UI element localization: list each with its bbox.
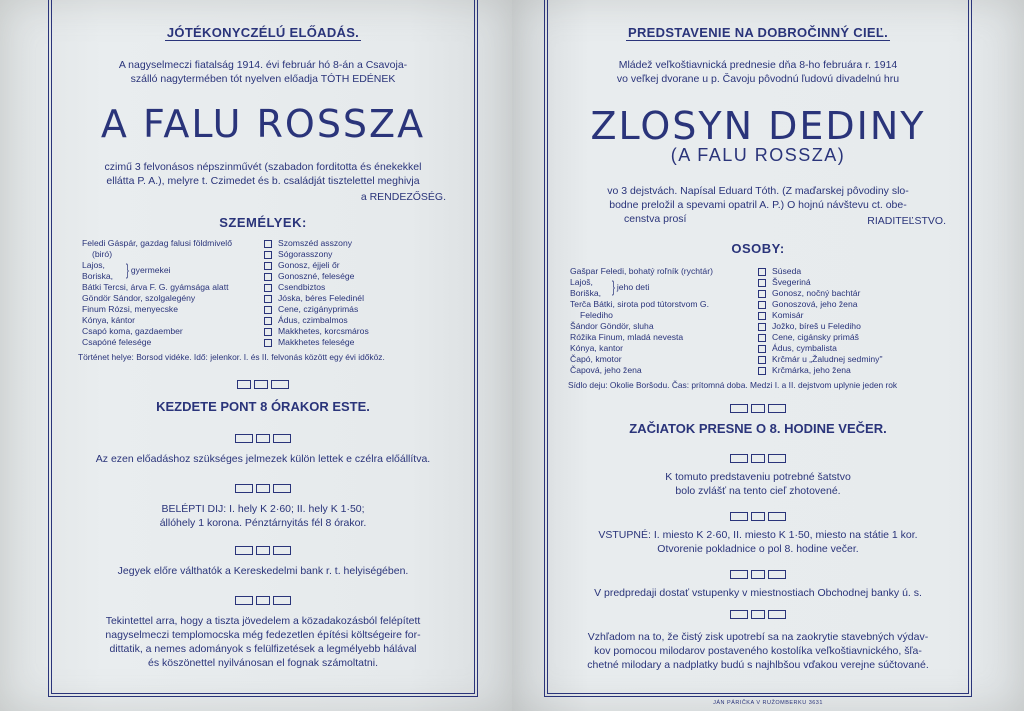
play-title: A FALU ROSSZA — [100, 102, 426, 146]
cast-member: Szomszéd asszony — [264, 238, 454, 249]
poster-heading: JÓTÉKONYCZÉLÚ ELŐADÁS. — [166, 25, 360, 40]
closing-line: chetné milodary a nadplatky budú s najhlbšou vďakou verejne súčtované. — [587, 659, 929, 671]
cast-member: Feledi Gáspár, gazdag falusi földmivelő — [82, 238, 232, 248]
organizer-signature: a RENDEZŐSÉG. — [360, 191, 446, 203]
cast-member: Terča Bátki, sirota pod tútorstvom G. — [570, 299, 709, 309]
cast-member: Ádus, cymbalista — [758, 343, 954, 354]
cast-member: Kónya, kantor — [570, 343, 624, 353]
cast-brace-group — [570, 277, 770, 299]
cast-member: Boriska, — [82, 271, 114, 281]
printer-imprint: JÁN PÁRIČKA V RUŽOMBERKU 3631 — [713, 700, 823, 706]
costume-note: Az ezen előadáshoz szükséges jelmezek külön lettek e czélra előállítva. — [95, 453, 431, 465]
description-line: czimű 3 felvonásos népszinművét (szabadon forditotta és énekekkel — [104, 161, 422, 173]
costume-note: bolo zvlášť na tento cieľ zhotovené. — [675, 485, 841, 497]
cast-member: Gašpar Feledi, bohatý roľník (rychtár) — [570, 266, 713, 276]
closing-line: dittatik, a nemes adományok s felülfizetések a legmélyebb hálával — [109, 643, 417, 655]
cast-member: Ádus, czimbalmos — [264, 315, 454, 326]
cast-member: Boriška, — [570, 288, 602, 298]
start-time: ZAČIATOK PRESNE O 8. HODINE VEČER. — [629, 421, 887, 436]
description-line: bodne preložil a spevami opatril A. P.) O hojnú návštevu ct. obe- — [609, 199, 907, 211]
ornament-boxes — [548, 508, 968, 518]
description-line: ellátta P. A.), melyre t. Czimedet és b. családját tisztelettel meghivja — [106, 175, 420, 187]
costume-note: K tomuto predstaveniu potrebné šatstvo — [665, 471, 851, 483]
ornament-boxes — [548, 606, 968, 616]
poster-heading: PREDSTAVENIE NA DOBROČINNÝ CIEĽ. — [628, 25, 888, 40]
closing-line: Vzhľadom na to, že čistý zisk upotrebí sa na zaokrytie stavebných výdav- — [587, 631, 929, 643]
closing-line: nagyselmeczi templomocska még fedezetlen építési költségeire for- — [105, 629, 421, 641]
cast-list-right — [758, 266, 954, 376]
organizer-signature: RIADITEĽSTVO. — [867, 215, 946, 227]
cast-member: Sógorasszony — [264, 249, 454, 260]
cast-list-left — [82, 238, 282, 348]
cast-brace-label: } gyermekei — [126, 260, 171, 279]
cast-member: Lajoš, — [570, 277, 593, 287]
cast-member: Csapóné felesége — [82, 337, 152, 347]
setting-note: Sídlo deju: Okolie Boršodu. Čas: prítomná doba. Medzi I. a II. dejstvom uplynie jeden rok — [568, 380, 898, 390]
cast-member: Bátki Tercsi, árva F. G. gyámsága alatt — [82, 282, 229, 292]
cast-list-right — [264, 238, 454, 348]
cast-member: Lajos, — [82, 260, 105, 270]
ornament-boxes — [52, 376, 474, 386]
description-line: censtva prosí — [624, 213, 687, 225]
cast-member: (biró) — [92, 249, 113, 259]
start-time: KEZDETE PONT 8 ÓRAKOR ESTE. — [156, 399, 370, 414]
cast-brace-label: } jeho deti — [612, 277, 650, 296]
cast-heading: OSOBY: — [731, 241, 785, 256]
admission-prices: BELÉPTI DIJ: I. hely K 2·60; II. hely K 1·50; — [161, 503, 365, 515]
cast-member: Šándor Göndör, sluha — [570, 321, 654, 331]
cast-member: Krčmárka, jeho žena — [758, 365, 954, 376]
setting-note: Történet helye: Borsod vidéke. Idő: jelenkor. I. és II. felvonás között egy évi időköz. — [78, 352, 385, 362]
description-line: vo 3 dejstvách. Napísal Eduard Tóth. (Z maďarskej pôvodiny slo- — [607, 185, 909, 197]
ornament-boxes — [548, 566, 968, 576]
cast-member: Jožko, bíreš u Felediho — [758, 321, 954, 332]
closing-line: kov pomocou milodarov postaveného kostolíka veľkoštiavnického, šľa- — [594, 645, 922, 657]
cast-member: Cene, cigánsky primáš — [758, 332, 954, 343]
slovak-poster — [512, 0, 1024, 711]
play-subtitle: (A FALU ROSSZA) — [670, 145, 846, 165]
cast-member: Gonosz, éjjeli őr — [264, 260, 454, 271]
admission-prices: VSTUPNÉ: I. miesto K 2·60, II. miesto K 1·50, miesto na státie 1 kor. — [598, 529, 918, 541]
cast-brace-group — [82, 260, 282, 282]
intro-line: A nagyselmeczi fiatalság 1914. évi február hó 8-án a Csavoja- — [118, 59, 408, 71]
intro-line: vo veľkej dvorane u p. Čavoju pôvodnú ľudovú divadelnú hru — [616, 73, 900, 85]
ornament-boxes — [548, 400, 968, 410]
cast-member: Jóska, béres Feledinél — [264, 293, 454, 304]
presale-note: V predpredaji dostať vstupenky v miestnostiach Obchodnej banky ú. s. — [594, 587, 922, 599]
intro-line: szálló nagytermében tót nyelven előadja TÓTH EDÉNEK — [130, 73, 396, 85]
cast-member: Švegeriná — [758, 277, 954, 288]
cast-member: Cene, czigányprimás — [264, 304, 454, 315]
cast-member: Krčmár u „Žaludnej sedminy" — [758, 354, 954, 365]
cast-member: Makkhetes felesége — [264, 337, 454, 348]
cast-member: Gonosz, nočný bachtár — [758, 288, 954, 299]
poster-frame — [544, 0, 972, 697]
cast-member: Makkhetes, korcsmáros — [264, 326, 454, 337]
cast-member: Csapó koma, gazdaember — [82, 326, 183, 336]
closing-line: Tekintettel arra, hogy a tiszta jövedelem a közadakozásból felépített — [105, 615, 421, 627]
poster-frame — [48, 0, 478, 697]
cast-member: Čapová, jeho žena — [570, 365, 642, 375]
presale-note: Jegyek előre válthatók a Kereskedelmi bank r. t. helyiségében. — [117, 565, 409, 577]
ornament-boxes — [52, 480, 474, 490]
closing-line: és köszönettel nyilvánosan el fognak számoltatni. — [148, 657, 378, 669]
ornament-boxes — [52, 430, 474, 440]
cast-heading: SZEMÉLYEK: — [219, 215, 307, 230]
ornament-boxes — [52, 592, 474, 602]
cast-member: Komisár — [758, 310, 954, 321]
cast-member: Kónya, kántor — [82, 315, 136, 325]
cast-member: Göndör Sándor, szolgalegény — [82, 293, 196, 303]
cast-member: Felediho — [580, 310, 613, 320]
ornament-boxes — [52, 542, 474, 552]
admission-prices: állóhely 1 korona. Pénztárnyitás fél 8 órakor. — [159, 517, 367, 529]
cast-member: Finum Rózsi, menyecske — [82, 304, 178, 314]
cast-list-left — [570, 266, 770, 376]
ornament-boxes — [548, 450, 968, 460]
cast-member: Čapó, kmotor — [570, 354, 622, 364]
cast-member: Gonoszné, felesége — [264, 271, 454, 282]
admission-prices: Otvorenie pokladnice o pol 8. hodine večer. — [657, 543, 859, 555]
play-title: ZLOSYN DEDINY — [590, 104, 926, 148]
cast-member: Csendbiztos — [264, 282, 454, 293]
cast-member: Róžika Finum, mladá nevesta — [570, 332, 684, 342]
cast-member: Gonoszová, jeho žena — [758, 299, 954, 310]
intro-line: Mládež veľkoštiavnická prednesie dňa 8-ho februára r. 1914 — [618, 59, 898, 71]
cast-member: Súseda — [758, 266, 954, 277]
